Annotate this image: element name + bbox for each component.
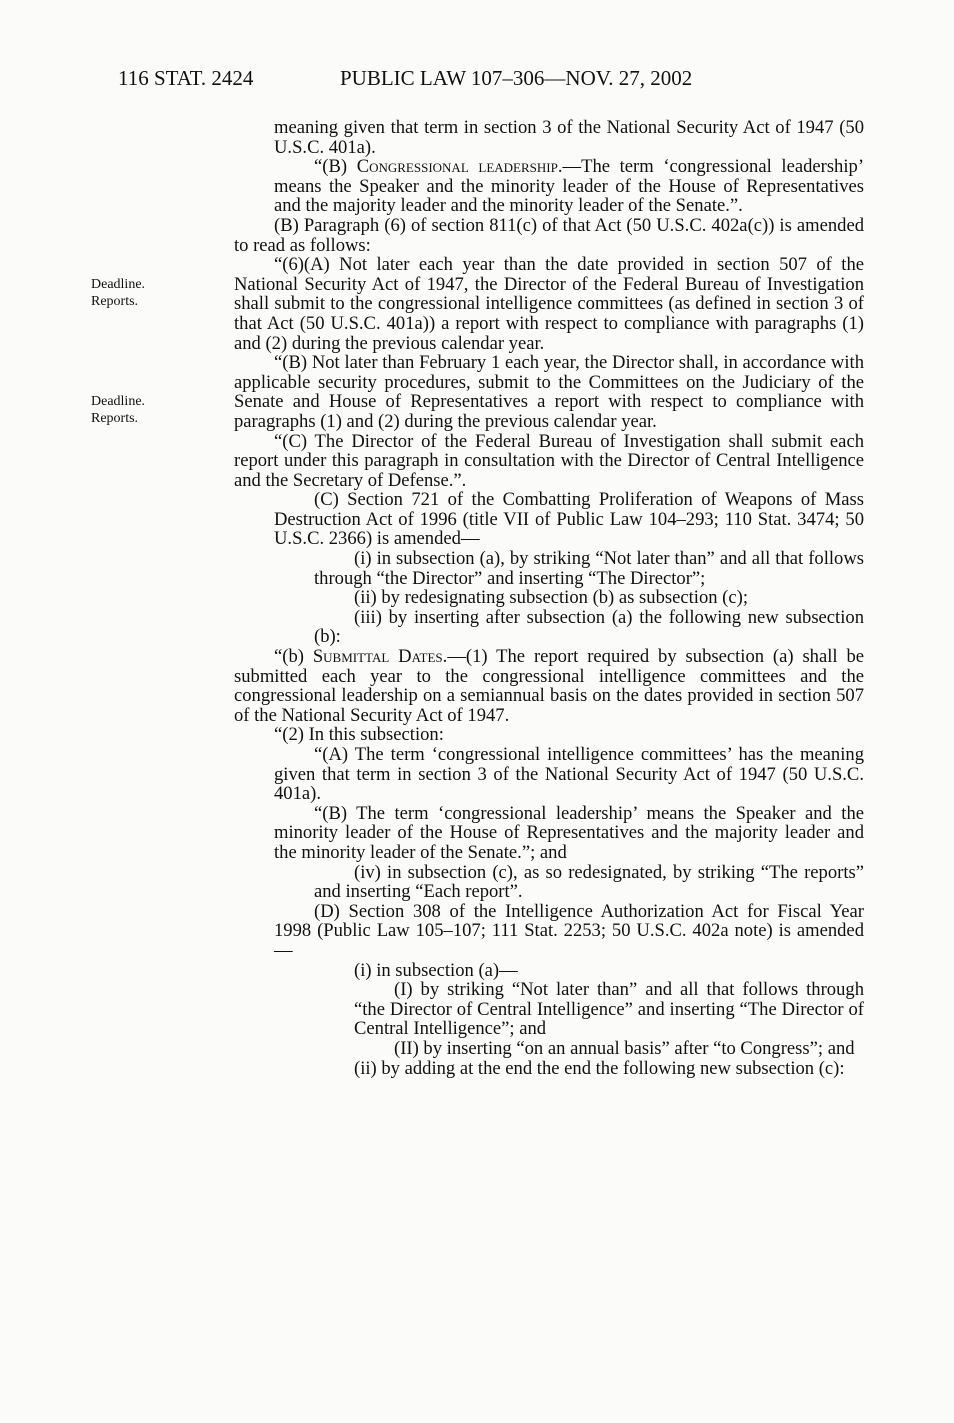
- paragraph: “(6)(A) Not later each year than the date provided in section 507 of the National Security Act of 1947, the Director of the Federal Bureau of Investigation shall submit to the congressional intelligence committees (as defined in section 3 of that Act (50 U.S.C. 401a)) a report with respect to compliance with paragraphs (1) and (2) during the previous calendar year.: [234, 254, 864, 354]
- law-text-body: [234, 118, 864, 1078]
- paragraph: (ii) by adding at the end the end the following new subsection (c):: [354, 1057, 845, 1079]
- paragraph: (i) in subsection (a)—: [354, 959, 518, 981]
- margin-note-reports: Reports.: [91, 294, 139, 309]
- paragraph: “(B) Congressional leadership.—The term ‘congressional leadership’ means the Speaker and the minority leader of the House of Representatives and the majority leader and the minority leader of the Senate.”.: [274, 156, 865, 217]
- margin-note: [91, 276, 145, 310]
- paragraph: “(A) The term ‘congressional intelligence committees’ has the meaning given that term in section 3 of the National Security Act of 1947 (50 U.S.C. 401a).: [274, 744, 864, 805]
- paragraph: “(C) The Director of the Federal Bureau of Investigation shall submit each report under this paragraph in consultation with the Director of Central Intelligence and the Secretary of Defense.”.: [234, 430, 864, 491]
- paragraph: (D) Section 308 of the Intelligence Authorization Act for Fiscal Year 1998 (Public Law 105–107; 111 Stat. 2253; 50 U.S.C. 402a note) is amended—: [274, 900, 864, 961]
- paragraph: “(2) In this subsection:: [274, 724, 444, 746]
- public-law-citation: PUBLIC LAW 107–306—NOV. 27, 2002: [340, 66, 693, 90]
- paragraph-heading: Submittal Dates: [312, 646, 443, 668]
- margin-note-deadline: Deadline.: [91, 277, 146, 292]
- margin-note-reports: Reports.: [91, 411, 139, 426]
- paragraph: meaning given that term in section 3 of the National Security Act of 1947 (50 U.S.C. 401a).: [274, 117, 864, 158]
- paragraph: (II) by inserting “on an annual basis” after “to Congress”; and: [394, 1037, 855, 1059]
- paragraph: (ii) by redesignating subsection (b) as subsection (c);: [354, 587, 748, 609]
- paragraph: “(B) The term ‘congressional leadership’ means the Speaker and the minority leader of the House of Representatives and the majority leader and the minority leader of the Senate.”; and: [274, 802, 864, 863]
- paragraph: (B) Paragraph (6) of section 811(c) of that Act (50 U.S.C. 402a(c)) is amended to read as follows:: [234, 214, 864, 256]
- statute-page-number: 116 STAT. 2424: [118, 66, 254, 90]
- paragraph: “(B) Not later than February 1 each year, the Director shall, in accordance with applicable security procedures, submit to the Committees on the Judiciary of the Senate and House of Representatives a report with respect to compliance with paragraphs (1) and (2) during the previous calendar year.: [234, 352, 864, 432]
- margin-note-deadline: Deadline.: [91, 394, 146, 409]
- paragraph: (iv) in subsection (c), as so redesignated, by striking “The reports” and inserting “Each report”.: [314, 861, 864, 903]
- paragraph: (i) in subsection (a), by striking “Not later than” and all that follows through “the Director” and inserting “The Director”;: [314, 548, 864, 589]
- paragraph: (I) by striking “Not later than” and all that follows through “the Director of Central Intelligence” and inserting “The Director of Central Intelligence”; and: [354, 979, 864, 1040]
- paragraph-heading: Congressional leadership: [356, 156, 558, 178]
- margin-note: [91, 393, 145, 427]
- paragraph: “(b) Submittal Dates.—(1) The report required by subsection (a) shall be submitted each year to the congressional intelligence committees and the congressional leadership on a semiannual basis on the dates provided in section 507 of the National Security Act of 1947.: [234, 646, 865, 726]
- paragraph: (C) Section 721 of the Combatting Proliferation of Weapons of Mass Destruction Act of 1996 (title VII of Public Law 104–293; 110 Stat. 3474; 50 U.S.C. 2366) is amended—: [274, 489, 864, 550]
- paragraph: (iii) by inserting after subsection (a) the following new subsection (b):: [314, 606, 864, 648]
